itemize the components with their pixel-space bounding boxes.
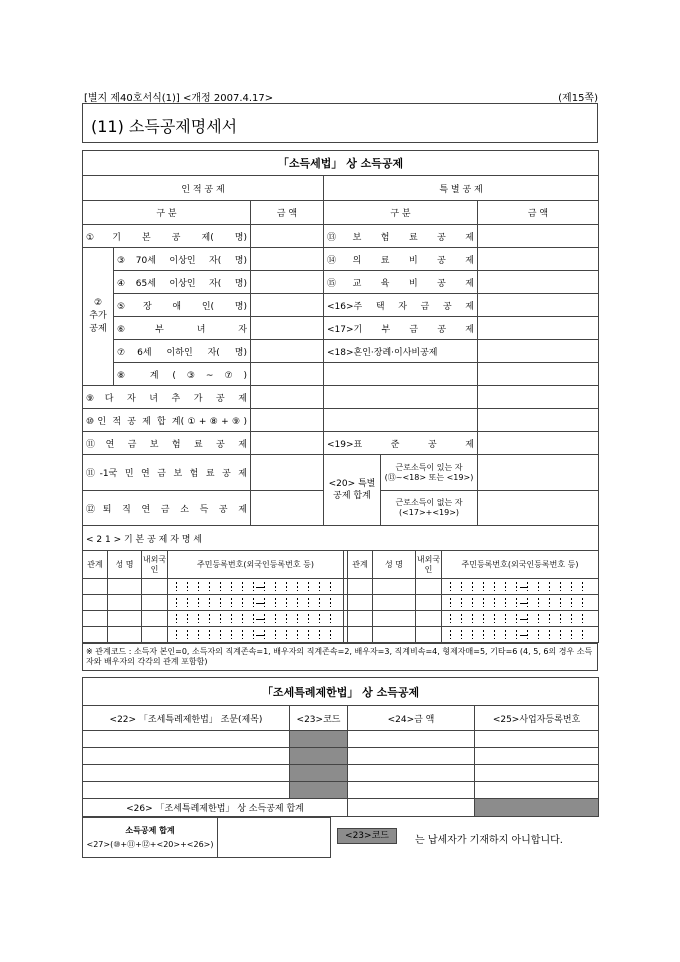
col-relation: 관계: [348, 551, 373, 579]
row-label: ⑤장 애 인( 명): [114, 294, 251, 317]
input-cell[interactable]: [416, 579, 442, 595]
row-label: ⑥부 녀 자: [114, 317, 251, 340]
amount-field[interactable]: [478, 225, 599, 248]
total-formula: <27>(⑩+⑪+⑫+<20>+<26>): [86, 840, 214, 849]
amount-field[interactable]: [348, 799, 475, 817]
id-number-field[interactable]: [442, 627, 599, 643]
col-id-number: 주민등록번호(외국인등록번호 등): [168, 551, 344, 579]
input-cell[interactable]: [348, 595, 373, 611]
col-relation: 관계: [83, 551, 108, 579]
note-table: [82, 643, 598, 671]
amount-field[interactable]: [251, 386, 324, 409]
dash-mark: [256, 635, 264, 636]
row-label: ⑨다 자 녀 추 가 공 제: [83, 386, 251, 409]
row-label: ⑮교 육 비 공 제: [324, 271, 478, 294]
category-header: 구 분: [83, 201, 251, 225]
input-cell[interactable]: [142, 611, 168, 627]
col-code: <23>코드: [290, 706, 348, 731]
dash-mark: [256, 587, 264, 588]
input-cell[interactable]: [83, 627, 108, 643]
relation-code-note: ※ 관계코드 : 소득자 본인=0, 소득자의 직계존속=1, 배우자의 직계존속=2, 배우자=3, 직계비속=4, 형제자매=5, 기타=6 (4, 5, 6의 경우 소득자와 배우자의 각각의 관계 포함함): [83, 644, 598, 671]
with-earned-income-label: [381, 455, 478, 491]
dependents-table: [82, 550, 599, 643]
code-note: 는 납세자가 기재하지 아니합니다.: [415, 835, 563, 846]
amount-field[interactable]: [478, 271, 599, 294]
article-field[interactable]: [83, 765, 290, 782]
amount-field[interactable]: [348, 782, 475, 799]
amount-header: 금 액: [251, 201, 324, 225]
amount-field[interactable]: [251, 248, 324, 271]
label-formula: (⑬~<18> 또는 <19>): [384, 472, 474, 482]
code-field: [290, 765, 348, 782]
id-number-field[interactable]: [442, 611, 599, 627]
col-id-number: 주민등록번호(외국인등록번호 등): [442, 551, 599, 579]
dependent-row: [83, 627, 599, 643]
special-act-row: [83, 782, 599, 799]
dash-mark: [520, 635, 528, 636]
total-box: [82, 817, 331, 858]
amount-field[interactable]: [478, 317, 599, 340]
row-label: ③70세 이상인 자( 명): [114, 248, 251, 271]
amount-field[interactable]: [478, 432, 599, 455]
input-cell[interactable]: [373, 627, 416, 643]
row-label: <19>표 준 공 제: [324, 432, 478, 455]
col-business-number: <25>사업자등록번호: [475, 706, 599, 731]
label-formula: (<17>+<19>): [398, 508, 460, 517]
amount-field[interactable]: [478, 491, 599, 526]
business-number-field[interactable]: [475, 765, 599, 782]
empty-cell: [324, 363, 478, 386]
label-text: 근로소득이 없는 자: [395, 498, 463, 507]
row-label: ④65세 이상인 자( 명): [114, 271, 251, 294]
code-field: [290, 748, 348, 765]
id-number-field[interactable]: [442, 579, 599, 595]
input-cell[interactable]: [142, 595, 168, 611]
label-text: 근로소득이 있는 자: [395, 462, 463, 472]
business-number-field[interactable]: [475, 748, 599, 765]
dash-mark: [256, 619, 264, 620]
amount-field[interactable]: [478, 386, 599, 409]
col-nationality: 내외국인: [416, 551, 442, 579]
personal-header: 인 적 공 제: [83, 176, 324, 201]
special-act-row: [83, 765, 599, 782]
input-cell[interactable]: [108, 595, 142, 611]
input-cell[interactable]: [142, 579, 168, 595]
empty-cell: [324, 409, 478, 432]
amount-field[interactable]: [251, 317, 324, 340]
row-label: <18>혼인·장례·이사비공제: [324, 340, 478, 363]
amount-field[interactable]: [478, 455, 599, 491]
total-label: [83, 818, 218, 857]
amount-field[interactable]: [478, 294, 599, 317]
amount-field[interactable]: [251, 340, 324, 363]
business-number-field: [475, 799, 599, 817]
col-article: <22> 「조세특례제한법」 조문(제목): [83, 706, 290, 731]
row-label: ⑭의 료 비 공 제: [324, 248, 478, 271]
dependents-title: < 2 1 > 기 본 공 제 자 명 세: [83, 526, 599, 551]
row-label: <17>기 부 금 공 제: [324, 317, 478, 340]
special-act-total-label: <26> 「조세특례제한법」 상 소득공제 합계: [83, 799, 348, 817]
dash-mark: [256, 603, 264, 604]
category-header: 구 분: [324, 201, 478, 225]
id-number-field[interactable]: [168, 611, 344, 627]
form-reference: [별지 제40호서식(1)] <개정 2007.4.17>: [84, 93, 274, 104]
dash-mark: [520, 587, 528, 588]
amount-field[interactable]: [348, 765, 475, 782]
dependent-row: [83, 611, 599, 627]
amount-field[interactable]: [478, 248, 599, 271]
page-title: (11) 소득공제명세서: [91, 117, 238, 136]
input-cell[interactable]: [348, 627, 373, 643]
code-field: [290, 782, 348, 799]
total-amount-field[interactable]: [218, 818, 330, 857]
input-cell[interactable]: [416, 595, 442, 611]
col-name: 성 명: [373, 551, 416, 579]
amount-field[interactable]: [251, 455, 324, 491]
input-cell[interactable]: [373, 611, 416, 627]
business-number-field[interactable]: [475, 782, 599, 799]
amount-field[interactable]: [478, 363, 599, 386]
input-cell[interactable]: [416, 611, 442, 627]
id-number-field[interactable]: [168, 579, 344, 595]
income-tax-table: [82, 150, 599, 551]
special-act-table: [82, 677, 599, 817]
amount-field[interactable]: [478, 409, 599, 432]
row-label: ⑬보 험 료 공 제: [324, 225, 478, 248]
input-cell[interactable]: [83, 611, 108, 627]
dependent-row: [83, 579, 599, 595]
input-cell[interactable]: [108, 611, 142, 627]
total-title: 소득공제 합계: [125, 826, 175, 835]
input-cell[interactable]: [83, 595, 108, 611]
dash-mark: [520, 619, 528, 620]
amount-field[interactable]: [251, 491, 324, 526]
input-cell[interactable]: [348, 579, 373, 595]
dash-mark: [520, 603, 528, 604]
row-label: ⑪연 금 보 험 료 공 제: [83, 432, 251, 455]
col-amount: <24>금 액: [348, 706, 475, 731]
amount-field[interactable]: [251, 432, 324, 455]
empty-cell: [324, 386, 478, 409]
special-total-label: <20> 특별공제 합계: [324, 455, 381, 526]
amount-header: 금 액: [478, 201, 599, 225]
special-act-row: [83, 731, 599, 748]
without-earned-income-label: [381, 491, 478, 526]
input-cell[interactable]: [416, 627, 442, 643]
input-cell[interactable]: [142, 627, 168, 643]
article-field[interactable]: [83, 782, 290, 799]
row-label: ⑩인 적 공 제 합 계(①+⑧+⑨): [83, 409, 251, 432]
id-number-field[interactable]: [442, 595, 599, 611]
row-label: ⑦6세 이하인 자( 명): [114, 340, 251, 363]
amount-field[interactable]: [348, 748, 475, 765]
additional-deduction-label: [83, 248, 114, 386]
dependent-row: [83, 595, 599, 611]
col-name: 성 명: [108, 551, 142, 579]
amount-field[interactable]: [478, 340, 599, 363]
amount-field[interactable]: [348, 731, 475, 748]
label-text: 추가 공제: [89, 311, 107, 334]
label-number: ②: [93, 298, 103, 308]
id-number-field[interactable]: [168, 627, 344, 643]
amount-field[interactable]: [251, 225, 324, 248]
row-label: ①기 본 공 제( 명): [83, 225, 251, 248]
input-cell[interactable]: [83, 579, 108, 595]
input-cell[interactable]: [373, 579, 416, 595]
amount-field[interactable]: [251, 409, 324, 432]
row-label: ⑫퇴 직 연 금 소 득 공 제: [83, 491, 251, 526]
row-label: ⑧ 계 (③~⑦): [114, 363, 251, 386]
input-cell[interactable]: [373, 595, 416, 611]
section-title: 「조세특례제한법」 상 소득공제: [83, 678, 599, 706]
amount-field[interactable]: [251, 294, 324, 317]
col-nationality: 내외국인: [142, 551, 168, 579]
special-act-row: [83, 748, 599, 765]
special-act-total-row: [83, 799, 599, 817]
input-cell[interactable]: [348, 611, 373, 627]
section-title: 「소득세법」 상 소득공제: [83, 151, 599, 176]
title-box: [82, 103, 598, 143]
article-field[interactable]: [83, 748, 290, 765]
row-label: ⑪-1국 민 연 금 보 험 료 공 제: [83, 455, 251, 491]
input-cell[interactable]: [108, 579, 142, 595]
id-number-field[interactable]: [168, 595, 344, 611]
row-label: <16>주 택 자 금 공 제: [324, 294, 478, 317]
input-cell[interactable]: [108, 627, 142, 643]
article-field[interactable]: [83, 731, 290, 748]
special-header: 특 별 공 제: [324, 176, 599, 201]
amount-field[interactable]: [251, 363, 324, 386]
amount-field[interactable]: [251, 271, 324, 294]
code-field: [290, 731, 348, 748]
code-badge: <23>코드: [337, 828, 397, 844]
business-number-field[interactable]: [475, 731, 599, 748]
page-number: (제15쪽): [558, 93, 598, 104]
